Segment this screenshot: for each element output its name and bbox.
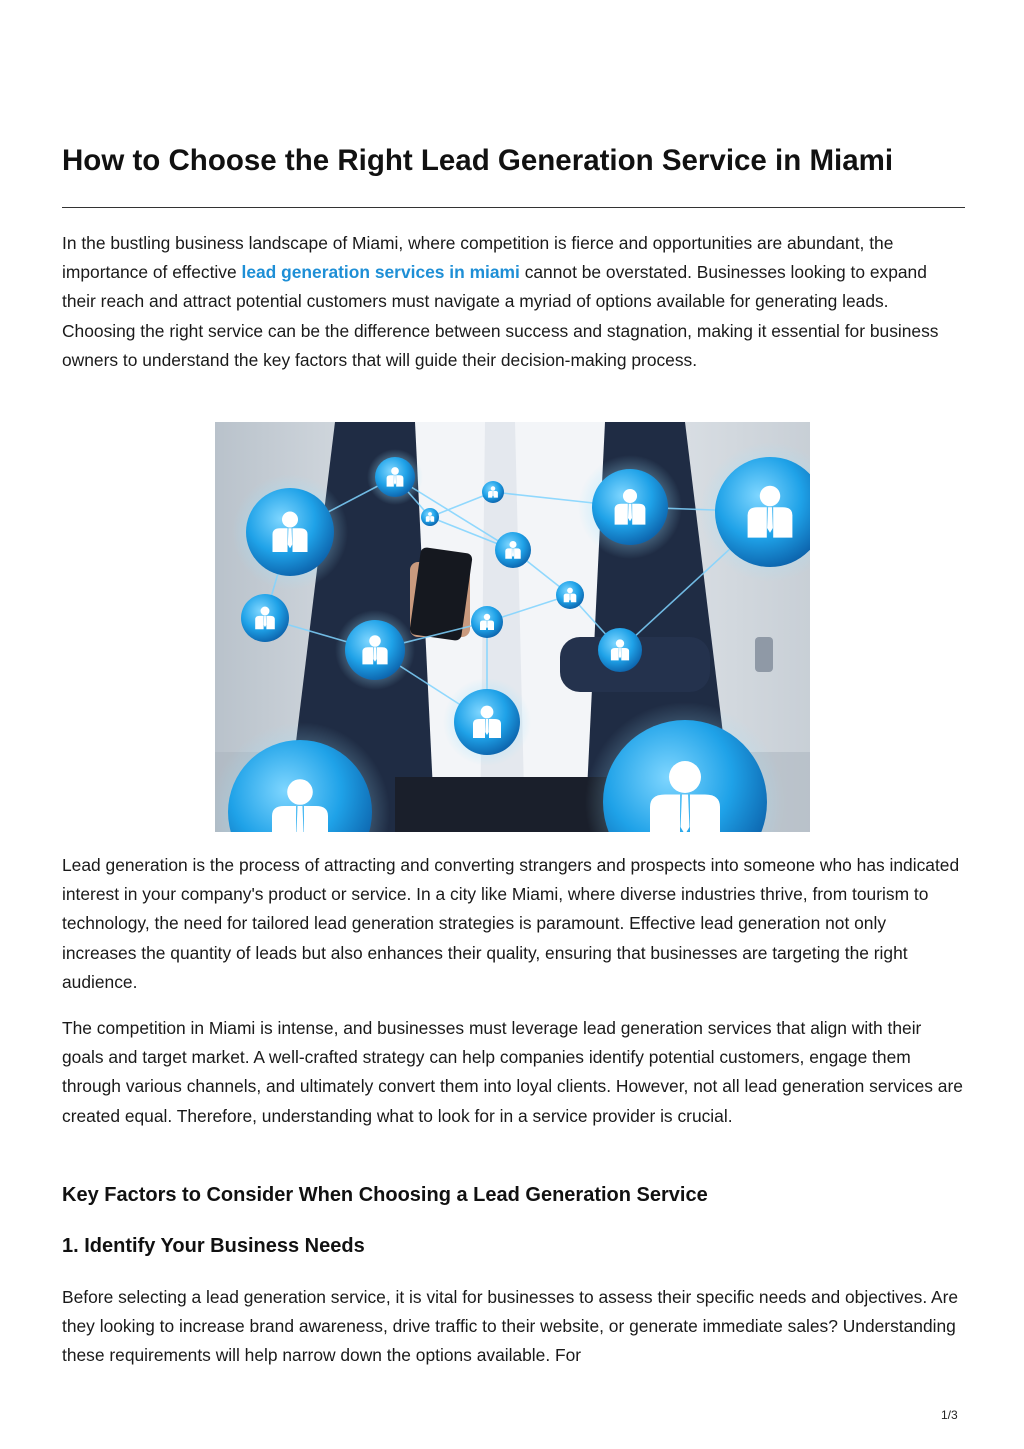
intro-paragraph <box>62 229 965 375</box>
contact-node-icon <box>232 474 348 590</box>
contact-node-icon <box>482 481 504 503</box>
subheading-identify-needs: 1. Identify Your Business Needs <box>62 1235 365 1257</box>
paragraph-business-needs: Before selecting a lead generation service, it is vital for businesses to assess their specific needs and objectives. Are they looking to increase brand awareness, drive traffic to their website, or generate immediate sales? Understanding these requirements will help narrow down the options available. For <box>62 1287 959 1366</box>
contact-node-icon <box>578 455 682 559</box>
page-title: How to Choose the Right Lead Generation Service in Miami <box>62 144 894 177</box>
contact-node-icon <box>421 508 439 526</box>
intro-text-before-link: In the bustling business landscape of Miami, where competition is fierce and opportunities are abundant, the importance of effective <box>62 233 894 283</box>
page-number: 1/3 <box>941 1408 958 1422</box>
hero-illustration <box>215 422 810 832</box>
contact-node-icon <box>367 449 423 505</box>
paragraph-lead-generation-definition: Lead generation is the process of attracting and converting strangers and prospects into someone who has indicated interest in your company's product or service. In a city like Miami, where diverse industries thrive, from tourism to technology, the need for tailored lead generation strategies is paramount. Effective lead generation not only increases the quantity of leads but also enhances their quality, ensuring that businesses are targeting the right audience. <box>62 855 960 992</box>
contact-node-icon <box>556 581 584 609</box>
contact-node-icon <box>495 532 531 568</box>
contact-node-icon <box>471 606 503 638</box>
paragraph-miami-competition: The competition in Miami is intense, and businesses must leverage lead generation services that align with their goals and target market. A well-crafted strategy can help companies identify potential customers, engage them through various channels, and ultimately convert them into loyal clients. However, not all lead generation services are created equal. Therefore, understanding what to look for in a service provider is crucial. <box>62 1018 963 1126</box>
section-heading-key-factors: Key Factors to Consider When Choosing a Lead Generation Service <box>62 1184 708 1206</box>
contact-node-icon <box>335 610 415 690</box>
hero-image <box>215 422 810 832</box>
contact-node-icon <box>598 628 642 672</box>
title-divider <box>62 207 965 208</box>
lead-generation-link[interactable]: lead generation services in miami <box>241 262 520 283</box>
intro-text-after-link: cannot be overstated. Businesses looking to expand their reach and attract potential customers must navigate a myriad of options available for generating leads. Choosing the right service can be the difference between success and stagnation, making it essential for business owners to understand the key factors that will guide their decision-making process. <box>62 262 939 370</box>
contact-node-icon <box>241 594 289 642</box>
contact-node-icon <box>443 678 531 766</box>
